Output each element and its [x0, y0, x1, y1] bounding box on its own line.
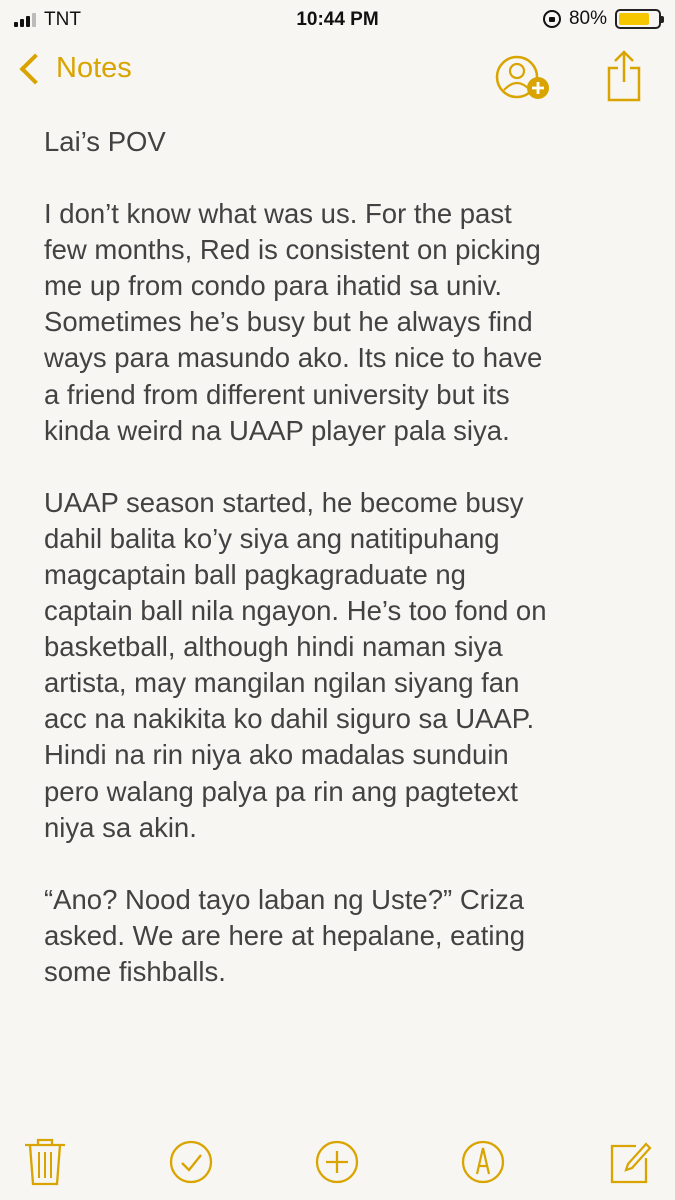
compose-button[interactable] [606, 1136, 652, 1188]
note-paragraph: UAAP season started, he become busy dahil balita ko’y siya ang natitipuhang magcaptain ball pagkagraduate ng captain ball nila ngayon. He’s too fond on basketball, although hindi naman siya artista, may mangilan ngilan siyang fan acc na nakikita ko dahil siguro sa UAAP. Hindi na rin niya ako madalas sunduin pero walang palya pa rin ang pagtetext niya sa akin. [44, 486, 547, 843]
delete-button[interactable] [22, 1136, 68, 1188]
note-paragraph: I don’t know what was us. For the past few months, Red is consistent on picking me up from condo para ihatid sa univ. Sometimes he’s busy but he always find ways para masundo ako. Its nice to have a friend from different university but its kinda weird na UAAP player pala siya. [44, 198, 543, 446]
share-icon [604, 50, 644, 102]
chevron-left-icon [19, 53, 50, 84]
checklist-icon [168, 1136, 214, 1188]
status-bar [0, 0, 675, 40]
clock: 10:44 PM [296, 9, 379, 30]
trash-icon [22, 1136, 68, 1188]
bottom-toolbar [0, 1130, 675, 1200]
sketch-button[interactable] [460, 1136, 506, 1188]
status-right-group [543, 8, 661, 30]
add-person-icon [494, 54, 552, 104]
sketch-icon [460, 1136, 506, 1188]
back-label: Notes [56, 52, 132, 84]
add-icon [314, 1136, 360, 1188]
add-people-button[interactable] [494, 54, 552, 104]
navigation-bar [0, 40, 675, 120]
back-button[interactable] [18, 52, 132, 85]
battery-icon [615, 9, 661, 29]
note-title: Lai’s POV [44, 126, 166, 157]
note-paragraph: “Ano? Nood tayo laban ng Uste?” Criza asked. We are here at hepalane, eating some fishballs. [44, 883, 526, 987]
carrier-label: TNT [44, 9, 81, 30]
battery-level [619, 13, 649, 25]
share-button[interactable] [604, 50, 644, 102]
note-text-area[interactable] [44, 124, 644, 1148]
checklist-button[interactable] [168, 1136, 214, 1188]
battery-percent: 80% [568, 8, 607, 29]
add-button[interactable] [314, 1136, 360, 1188]
compose-icon [606, 1136, 652, 1188]
orientation-lock-icon [543, 10, 561, 28]
